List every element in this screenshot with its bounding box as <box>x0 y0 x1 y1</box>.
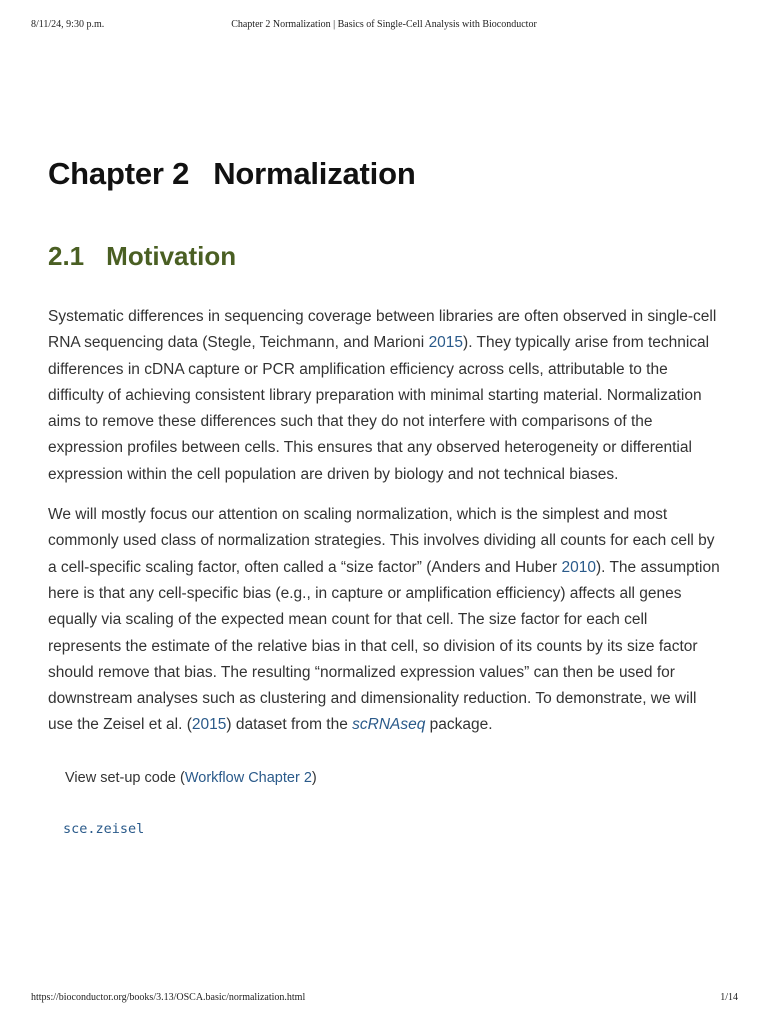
paragraph-motivation <box>48 304 720 488</box>
print-footer <box>0 992 768 1006</box>
code-block: sce.zeisel <box>63 820 145 837</box>
citation-link-stegle-2015[interactable]: 2015 <box>428 334 464 352</box>
paragraph-text: ). They typically arise from technical differences in cDNA capture or PCR amplification efficiency across cells, attributable to the difficulty of achieving consistent library preparation with minimal starting material. Normalization aims to remove these differences such that they do not interfere with comparisons of the expression profiles between cells. This ensures that any observed heterogeneity or differential expression within the cell population are driven by biology and not technical biases. <box>48 334 710 483</box>
setup-code-toggle[interactable] <box>65 766 720 790</box>
setup-prefix: View set-up code ( <box>65 769 185 786</box>
print-url: https://bioconductor.org/books/3.13/OSCA.basic/normalization.html <box>31 992 306 1003</box>
paragraph-scaling <box>48 502 720 739</box>
print-date: 8/11/24, 9:30 p.m. <box>31 19 105 30</box>
chapter-heading <box>48 150 720 198</box>
section-title: Motivation <box>106 241 237 271</box>
print-page-number: 1/14 <box>720 992 738 1003</box>
print-page-title: Chapter 2 Normalization | Basics of Single-Cell Analysis with Bioconductor <box>231 19 537 30</box>
paragraph-text: ) dataset from the <box>226 716 353 734</box>
main-content <box>48 150 720 839</box>
workflow-chapter-link[interactable]: Workflow Chapter 2 <box>184 769 312 786</box>
chapter-title: Normalization <box>213 156 416 191</box>
paragraph-text: We will mostly focus our attention on scaling normalization, which is the simplest and most commonly used class of normalization strategies. This involves dividing all counts for each cell by a cell-specific scaling factor, often called a “size factor” (Anders and Huber <box>48 506 715 576</box>
paragraph-text: ). The assumption here is that any cell-specific bias (e.g., in capture or amplification efficiency) affects all genes equally via scaling of the expected mean count for that cell. The size factor for each cell represents the estimate of the relative bias in that cell, so division of its counts by its size factor should remove that bias. The resulting “normalized expression values” can then be used for downstream analyses such as clustering and dimensionality reduction. To demonstrate, we will use the Zeisel et al. ( <box>48 558 720 734</box>
package-name-link[interactable]: scRNAseq <box>352 716 426 734</box>
chapter-number: Chapter 2 <box>48 156 190 191</box>
citation-link-anders-2010[interactable]: 2010 <box>561 558 596 576</box>
paragraph-text: Systematic differences in sequencing coverage between libraries are often observed in single-cell RNA sequencing data (Stegle, Teichmann, and Marioni <box>48 308 717 352</box>
section-number: 2.1 <box>48 241 85 271</box>
print-header <box>0 19 768 33</box>
section-heading <box>48 234 720 278</box>
paragraph-text: package. <box>425 716 493 734</box>
citation-link-zeisel-2015[interactable]: 2015 <box>191 716 227 734</box>
setup-suffix: ) <box>311 769 317 786</box>
